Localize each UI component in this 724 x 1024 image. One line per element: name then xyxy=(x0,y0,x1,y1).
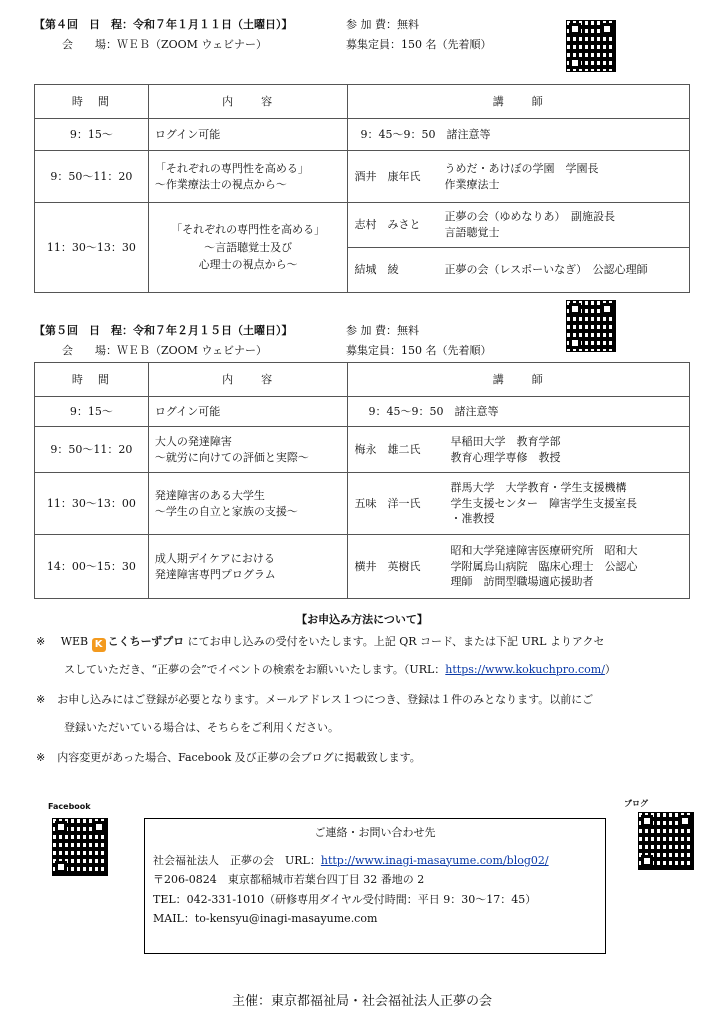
time-cell: 9：15～ xyxy=(35,119,149,151)
content-cell: ログイン可能 xyxy=(148,397,348,427)
footer-organizer: 主催：東京都福祉局・社会福祉法人正夢の会 xyxy=(231,994,492,1009)
time-cell: 9：15～ xyxy=(35,397,149,427)
content-cell: 発達障害のある大学生 ～学生の自立と家族の支援～ xyxy=(148,473,348,535)
contact-title: ご連絡・お問い合わせ先 xyxy=(314,826,436,839)
session4-capacity: 募集定員：150 名（先着順） xyxy=(346,38,492,51)
content-cell: 大人の発達障害 ～就労に向けての評価と実際～ xyxy=(148,427,348,473)
session5-qr-code[interactable] xyxy=(566,300,616,352)
lecturer-cell: 志村 みさと 正夢の会（ゆめなりあ） 副施設長 言語聴覚士 結城 綾 正夢の会（レスポーいなぎ） 公認心理師 xyxy=(348,203,690,293)
header-time: 時 間 xyxy=(35,85,149,119)
blog-label: ブログ xyxy=(624,799,648,808)
lecturer-cell: 9：45～9：50 諸注意等 xyxy=(348,119,690,151)
table-row xyxy=(35,397,690,427)
application-note-1: ※ WEB K こくちーずプロ にてお申し込みの受付をいたします。上記 QR コード、または下記 URL よりアクセ スしていただき、“正夢の会”でイベントの検索をお願いいたします。（URL：https://www.kokuchpro.com/） xyxy=(36,628,696,684)
contact-box xyxy=(144,818,606,954)
lecturer-cell: 9：45～9：50 諸注意等 xyxy=(348,397,690,427)
lecturer-name: 横井 英樹氏 xyxy=(354,559,421,573)
content-cell: ログイン可能 xyxy=(148,119,348,151)
application-note-3: ※ 内容変更があった場合、Facebook 及び正夢の会ブログに掲載致します。 xyxy=(36,751,421,764)
table-row xyxy=(35,203,690,293)
time-cell: 9：50～11：20 xyxy=(35,151,149,203)
session5-venue: 会 場：ＷＥＢ（ZOOM ウェビナー） xyxy=(62,344,267,357)
blog-qr-code[interactable] xyxy=(638,812,694,870)
session4-venue: 会 場：ＷＥＢ（ZOOM ウェビナー） xyxy=(62,38,267,51)
table-row xyxy=(35,535,690,599)
time-cell: 11：30～13：00 xyxy=(35,473,149,535)
table-header-row xyxy=(35,363,690,397)
lecturer-name: 志村 みさと xyxy=(354,218,421,232)
lecturer-name: 梅永 雄二氏 xyxy=(354,442,421,456)
header-time: 時 間 xyxy=(35,363,149,397)
header-content: 内 容 xyxy=(148,85,348,119)
blog-url-link[interactable]: http://www.inagi-masayume.com/blog02/ xyxy=(320,853,549,867)
table-header-row xyxy=(35,85,690,119)
lecturer-name: 酒井 康年氏 xyxy=(354,169,421,183)
table-row xyxy=(35,119,690,151)
facebook-qr-code[interactable] xyxy=(52,818,108,876)
lecturer-cell: 五味 洋一氏 群馬大学 大学教育・学生支援機構 学生支援センター 障害学生支援室長 ・准教授 xyxy=(348,473,690,535)
header-lecturer: 講 師 xyxy=(348,85,690,119)
time-cell: 11：30～13：30 xyxy=(35,203,149,293)
table-row xyxy=(35,427,690,473)
lecturer-name: 五味 洋一氏 xyxy=(354,496,421,510)
content-cell: 「それぞれの専門性を高める」 ～作業療法士の視点から～ xyxy=(148,151,348,203)
session4-date: 【第４回 日 程：令和７年１月１１日（土曜日）】 xyxy=(34,18,293,31)
header-content: 内 容 xyxy=(148,363,348,397)
session5-date: 【第５回 日 程：令和７年２月１５日（土曜日）】 xyxy=(34,324,293,337)
lecturer-cell: 横井 英樹氏 昭和大学発達障害医療研究所 昭和大 学附属烏山病院 臨床心理士 公認心 理師 訪問型職場適応援助者 xyxy=(348,535,690,599)
header-lecturer: 講 師 xyxy=(348,363,690,397)
time-cell: 9：50～11：20 xyxy=(35,427,149,473)
session5-table xyxy=(34,362,690,599)
application-note-2: ※ お申し込みにはご登録が必要となります。メールアドレス１つにつき、登録は１件のみとなります。以前にご 登録いただいている場合は、そちらをご利用ください。 xyxy=(36,693,594,734)
session5-capacity: 募集定員：150 名（先着順） xyxy=(346,344,492,357)
table-row xyxy=(35,473,690,535)
content-cell: 「それぞれの専門性を高める」 ～言語聴覚士及び 心理士の視点から～ xyxy=(148,203,348,293)
time-cell: 14：00～15：30 xyxy=(35,535,149,599)
session4-fee: 参 加 費：無料 xyxy=(346,18,419,31)
facebook-label: Facebook xyxy=(48,802,91,811)
contact-mail: MAIL：to-kensyu@inagi-masayume.com xyxy=(153,912,378,925)
contact-address: 〒206-0824 東京都稲城市若葉台四丁目 32 番地の 2 xyxy=(153,873,425,886)
kokuchpro-url-link[interactable]: https://www.kokuchpro.com/ xyxy=(445,663,605,676)
session4-qr-code[interactable] xyxy=(566,20,616,72)
contact-org: 社会福祉法人 正夢の会 URL：http://www.inagi-masayume.com/blog02/ xyxy=(153,853,549,867)
content-cell: 成人期デイケアにおける 発達障害専門プログラム xyxy=(148,535,348,599)
session5-fee: 参 加 費：無料 xyxy=(346,324,419,337)
table-row xyxy=(35,151,690,203)
lecturer-cell: 梅永 雄二氏 早稲田大学 教育学部 教育心理学専修 教授 xyxy=(348,427,690,473)
lecturer-name: 結城 綾 xyxy=(354,263,399,277)
contact-tel: TEL：042-331-1010（研修専用ダイヤル受付時間：平日 9：30～17：45） xyxy=(153,892,537,906)
application-heading: 【お申込み方法について】 xyxy=(296,613,428,626)
session4-table xyxy=(34,84,690,293)
kokuchpro-logo-icon: K xyxy=(92,638,106,652)
lecturer-cell: 酒井 康年氏 うめだ・あけぼの学園 学園長 作業療法士 xyxy=(348,151,690,203)
kokuchpro-logo: K こくちーずプロ xyxy=(92,628,184,656)
